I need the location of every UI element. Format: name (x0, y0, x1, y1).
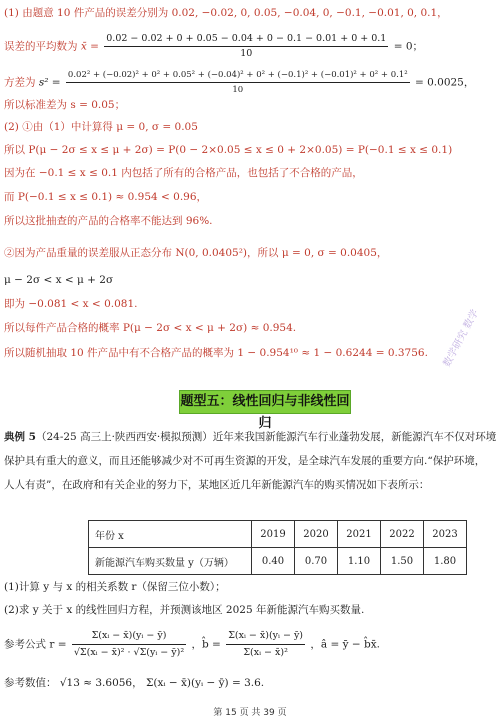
b-numerator: Σ(xᵢ − x̄)(yᵢ − ȳ) (226, 628, 305, 645)
part2-line: (2) ①由（1）中计算得 μ = 0, σ = 0.05 (4, 121, 198, 133)
reference-formula (4, 628, 380, 661)
table-cell: 1.80 (424, 548, 467, 575)
probability-line: 所以 P(μ − 2σ ≤ x ≤ μ + 2σ) = P(0 − 2×0.05 ≤ x ≤ 0 + 2×0.05) = P(−0.1 ≤ x ≤ 0.1) (4, 144, 453, 156)
conclusion-line-1: 所以这批抽查的产品的合格率不能达到 96%. (4, 215, 213, 227)
table-cell: 2023 (424, 521, 467, 548)
mean-line (4, 32, 423, 61)
mean-label: 误差的平均数为 (4, 40, 78, 53)
example-label: 典例 5 (4, 431, 36, 443)
defect-probability-line: 所以随机抽取 10 件产品中有不合格产品的概率为 1 − 0.954¹⁰ ≈ 1 − 0.6244 = 0.3756. (4, 347, 428, 359)
b-denominator: Σ(xᵢ − x̄)² (243, 647, 288, 658)
table-cell: 2021 (338, 521, 381, 548)
mean-numerator: 0.02 − 0.02 + 0 + 0.05 − 0.04 + 0 − 0.1 − 0.01 + 0 + 0.1 (104, 32, 388, 47)
table-cell: 1.10 (338, 548, 381, 575)
table-cell: 1.50 (381, 548, 424, 575)
example-line-1 (4, 430, 496, 444)
table-cell: 2020 (295, 521, 338, 548)
interval-expression: μ − 2σ < x < μ + 2σ (4, 274, 114, 286)
reference-value-sum: Σ(xᵢ − x̄)(yᵢ − ȳ) = 3.6. (145, 677, 265, 689)
variance-fraction (66, 68, 410, 97)
r-fraction (72, 628, 186, 661)
table-cell: 2019 (252, 521, 295, 548)
variance-label: 方差为 (4, 76, 36, 89)
table-header-quantity: 新能源汽车购买数量 y（万辆） (89, 548, 252, 575)
mean-result: = 0； (393, 40, 424, 53)
qualified-probability-line: 所以每件产品合格的概率 P(μ − 2σ < x < μ + 2σ) ≈ 0.954. (4, 322, 297, 334)
solution-line-1: (1) 由题意 10 件产品的误差分别为 0.02, −0.02, 0, 0.05, −0.04, 0, −0.1, −0.01, 0, 0.1， (4, 7, 448, 19)
interval-line: 因为在 −0.1 ≤ x ≤ 0.1 内包括了所有的合格产品，也包括了不合格的产品， (4, 167, 363, 179)
b-label: ，b̂ = (191, 638, 221, 651)
r-denominator: √Σ(xᵢ − x̄)² · √Σ(yᵢ − ȳ)² (73, 647, 185, 658)
normal-distribution-line: ②因为产品重量的误差服从正态分布 N(0, 0.0405²)，所以 μ = 0, σ = 0.0405， (4, 247, 388, 259)
b-fraction (226, 628, 305, 661)
table-cell: 0.70 (295, 548, 338, 575)
std-line: 所以标准差为 s = 0.05； (4, 99, 126, 111)
interval-result: 即为 −0.081 < x < 0.081. (4, 298, 138, 310)
table-cell: 0.40 (252, 548, 295, 575)
variance-line (4, 68, 474, 97)
question-2: (2)求 y 关于 x 的线性回归方程，并预测该地区 2025 年新能源汽车购买数量. (4, 604, 365, 616)
a-formula: ，â = ȳ − b̂x̄. (310, 638, 380, 651)
reference-label: 参考数值： (4, 677, 57, 689)
example-text-1: （24-25 高三上·陕西西安·模拟预测）近年来我国新能源汽车行业蓬勃发展，新能源汽车不仅对环境 (35, 431, 497, 443)
reference-value-sqrt13: √13 ≈ 3.6056， (59, 677, 143, 689)
example-line-3: 人人有责”，在政府和有关企业的努力下，某地区近几年新能源汽车的购买情况如下表所示： (4, 479, 430, 491)
table-row (89, 521, 467, 548)
formula-label: 参考公式 r = (4, 638, 67, 651)
example-line-2: 保护具有重大的意义，而且还能够减少对不可再生资源的开发，是全球汽车发展的重要方向.“保护环境， (4, 455, 486, 467)
variance-denominator: 10 (232, 85, 244, 95)
compare-line: 而 P(−0.1 ≤ x ≤ 0.1) ≈ 0.954 < 0.96， (4, 191, 208, 203)
s-squared: s² = (38, 76, 61, 89)
variance-numerator: 0.02² + (−0.02)² + 0² + 0.05² + (−0.04)² + 0² + (−0.1)² + (−0.01)² + 0² + 0.1² (66, 68, 410, 83)
section-banner: 题型五：线性回归与非线性回归 (179, 390, 351, 414)
r-numerator: Σ(xᵢ − x̄)(yᵢ − ȳ) (72, 628, 186, 645)
x-bar: x̄ = (80, 40, 99, 53)
table-cell: 2022 (381, 521, 424, 548)
table-header-year: 年份 x (89, 521, 252, 548)
purchase-table (88, 520, 467, 575)
watermark-text: 数学研究 数学 (441, 307, 482, 369)
mean-fraction (104, 32, 388, 61)
table-row (89, 548, 467, 575)
page-footer: 第 15 页 共 39 页 (213, 708, 287, 718)
variance-result: = 0.0025， (414, 76, 475, 89)
reference-values (4, 676, 264, 690)
question-1: (1)计算 y 与 x 的相关系数 r（保留三位小数）； (4, 581, 226, 593)
mean-denominator: 10 (240, 48, 253, 59)
